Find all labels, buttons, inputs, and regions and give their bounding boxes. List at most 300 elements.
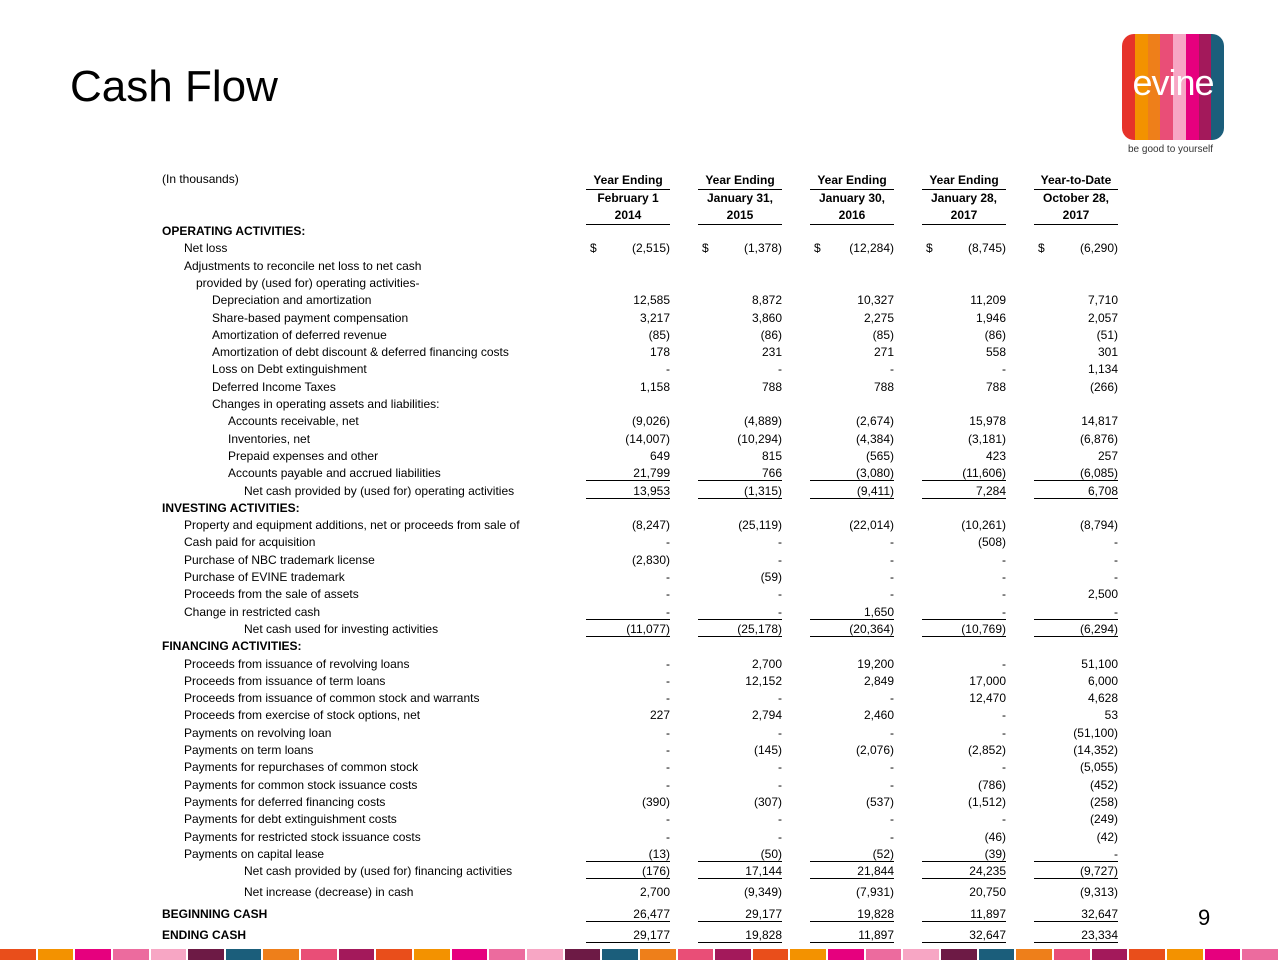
row-value-col-2: -: [890, 829, 894, 844]
stripe-segment: [678, 949, 714, 960]
row-label: Depreciation and amortization: [212, 293, 372, 308]
stripe-segment: [1054, 949, 1090, 960]
row-value-col-0: (9,026): [631, 414, 670, 429]
row-value-col-4: (266): [1089, 379, 1118, 394]
row-value-col-3: (10,769): [922, 622, 1006, 637]
row-value-col-2: 2,275: [863, 310, 894, 325]
row-value-col-4: 53: [1104, 708, 1118, 723]
row-value-col-0: (390): [641, 794, 670, 809]
logo-tagline: be good to yourself: [1128, 144, 1214, 155]
row-value-col-1: -: [778, 362, 782, 377]
row-value-col-1: (145): [753, 743, 782, 757]
stripe-segment: [866, 949, 902, 960]
dollar-sign: $: [1038, 241, 1045, 256]
dollar-sign: $: [926, 241, 933, 256]
column-header-line3: 2016: [810, 207, 894, 225]
evine-logo: [1122, 34, 1224, 140]
row-value-col-1: 19,828: [698, 928, 782, 943]
column-header-line3: 2017: [1034, 207, 1118, 225]
row-value-col-4: (51,100): [1073, 725, 1118, 740]
row-value-col-0: -: [666, 760, 670, 775]
column-header-line2: January 28,: [922, 189, 1006, 207]
stripe-segment: [1092, 949, 1128, 960]
stripe-segment: [0, 949, 36, 960]
row-label: Payments on revolving loan: [184, 725, 332, 740]
column-header-line1: Year-to-Date: [1040, 173, 1112, 187]
column-header-3: [922, 172, 1006, 225]
row-value-col-2: 19,828: [810, 907, 894, 922]
row-value-col-4: -: [1114, 535, 1118, 550]
row-label: Adjustments to reconcile net loss to net cash: [184, 258, 422, 273]
row-value-col-1: -: [698, 605, 782, 620]
row-value-col-0: (2,830): [631, 552, 670, 567]
row-value-col-4: 1,134: [1087, 362, 1118, 377]
row-label: Net cash used for investing activities: [244, 621, 439, 636]
column-header-2: [810, 172, 894, 225]
row-value-col-0: 227: [649, 708, 670, 723]
column-header-line3: 2014: [586, 207, 670, 225]
row-value-col-2: 1,650: [810, 605, 894, 620]
row-value-col-1: (50): [698, 847, 782, 862]
row-label: Net loss: [184, 241, 228, 256]
row-value-col-4: (14,352): [1073, 743, 1118, 757]
row-value-col-0: 649: [649, 448, 670, 463]
row-label: Share-based payment compensation: [212, 310, 409, 325]
row-value-col-0: -: [666, 587, 670, 602]
logo-wordmark: evine: [1132, 62, 1214, 103]
row-label: Proceeds from issuance of revolving loans: [184, 656, 410, 671]
stripe-segment: [527, 949, 563, 960]
row-label: Prepaid expenses and other: [228, 448, 379, 463]
stripe-segment: [489, 949, 525, 960]
row-label: Proceeds from issuance of term loans: [184, 673, 386, 688]
row-value-col-0: 29,177: [586, 928, 670, 943]
row-value-col-1: -: [778, 725, 782, 740]
row-value-col-1: (10,294): [737, 431, 782, 446]
dollar-sign: $: [702, 241, 709, 256]
stripe-segment: [226, 949, 262, 960]
table-row: [162, 864, 1122, 881]
row-value-col-0: (176): [586, 864, 670, 879]
row-value-col-0: -: [666, 570, 670, 584]
row-label: Payments for repurchases of common stock: [184, 760, 419, 775]
row-value-col-2: -: [890, 812, 894, 827]
row-value-col-4: (5,055): [1079, 760, 1118, 775]
row-value-col-2: 788: [873, 379, 894, 394]
row-label: Deferred Income Taxes: [212, 379, 336, 394]
row-value-col-1: -: [778, 777, 782, 792]
row-value-col-3: -: [922, 605, 1006, 620]
row-value-col-4: (9,313): [1079, 885, 1118, 900]
row-value-col-3: 1,946: [975, 310, 1006, 325]
row-value-col-2: 2,460: [863, 708, 894, 723]
row-value-col-4: 257: [1097, 448, 1118, 463]
row-value-col-4: 14,817: [1081, 414, 1118, 429]
table-row: [162, 830, 1122, 847]
row-value-col-2: 2,849: [863, 673, 894, 688]
row-value-col-3: -: [1002, 760, 1006, 775]
row-label: Net increase (decrease) in cash: [244, 885, 414, 900]
row-label: INVESTING ACTIVITIES:: [162, 500, 300, 515]
table-row: [162, 795, 1122, 812]
row-label: Payments on capital lease: [184, 846, 325, 861]
table-row: [162, 397, 1122, 414]
column-header-line2: February 1: [586, 189, 670, 207]
row-label: Payments for debt extinguishment costs: [184, 812, 397, 827]
table-row: [162, 605, 1122, 622]
row-label: Proceeds from the sale of assets: [184, 587, 359, 602]
table-row: [162, 674, 1122, 691]
row-value-col-0: -: [666, 829, 670, 844]
table-row: [162, 224, 1122, 241]
row-value-col-2: (565): [865, 448, 894, 463]
row-value-col-1: -: [778, 760, 782, 775]
row-value-col-1: -: [778, 552, 782, 567]
row-value-col-2: (52): [810, 847, 894, 862]
row-value-col-4: (42): [1096, 829, 1118, 844]
stripe-segment: [414, 949, 450, 960]
row-value-col-2: (7,931): [855, 885, 894, 900]
row-value-col-1: 2,700: [751, 656, 782, 671]
row-value-col-1: (25,119): [738, 518, 782, 533]
row-label: Payments on term loans: [184, 743, 314, 757]
row-label: Accounts payable and accrued liabilities: [228, 466, 441, 481]
row-label: Inventories, net: [228, 431, 311, 446]
row-value-col-1: (9,349): [743, 885, 782, 900]
row-value-col-2: (20,364): [810, 622, 894, 637]
stripe-segment: [188, 949, 224, 960]
row-value-col-0: -: [666, 725, 670, 740]
stripe-segment: [376, 949, 412, 960]
table-row: [162, 885, 1122, 902]
row-value-col-0: (8,247): [631, 518, 670, 533]
row-value-col-3: -: [1002, 812, 1006, 827]
row-value-col-4: 6,000: [1087, 673, 1118, 688]
row-value-col-2: -: [890, 777, 894, 792]
table-row: [162, 449, 1122, 466]
table-row: [162, 362, 1122, 379]
row-value-col-3: 558: [985, 345, 1006, 360]
row-value-col-0: -: [666, 535, 670, 550]
row-value-col-3: 17,000: [969, 673, 1006, 688]
row-value-col-3: 20,750: [969, 885, 1006, 900]
row-value-col-0: 26,477: [586, 907, 670, 922]
row-value-col-4: 6,708: [1034, 484, 1118, 499]
row-label: Purchase of NBC trademark license: [184, 552, 375, 567]
row-value-col-2: 19,200: [857, 656, 894, 671]
table-row: [162, 691, 1122, 708]
row-label: OPERATING ACTIVITIES:: [162, 224, 306, 238]
row-value-col-0: -: [666, 673, 670, 688]
row-value-col-3: (2,852): [967, 743, 1006, 757]
stripe-segment: [602, 949, 638, 960]
row-value-col-2: -: [890, 535, 894, 550]
row-value-col-0: 178: [649, 345, 670, 360]
column-header-line2: October 28,: [1034, 189, 1118, 207]
table-row: [162, 535, 1122, 552]
row-value-col-3: (39): [922, 847, 1006, 862]
row-value-col-0: 2,700: [639, 885, 670, 900]
stripe-segment: [1016, 949, 1052, 960]
row-value-col-4: -: [1114, 570, 1118, 584]
table-row: [162, 293, 1122, 310]
table-row: [162, 570, 1122, 587]
row-value-col-1: 17,144: [698, 864, 782, 879]
row-value-col-4: 2,500: [1087, 587, 1118, 602]
table-row: [162, 328, 1122, 345]
row-value-col-1: (307): [753, 794, 782, 809]
table-row: [162, 380, 1122, 397]
stripe-segment: [75, 949, 111, 960]
row-value-col-0: 12,585: [633, 293, 670, 308]
row-value-col-2: (85): [872, 327, 894, 342]
row-label: provided by (used for) operating activities-: [196, 275, 420, 290]
column-header-1: [698, 172, 782, 225]
row-value-col-2: -: [890, 725, 894, 740]
row-value-col-4: 51,100: [1081, 656, 1118, 671]
row-value-col-0: -: [666, 812, 670, 827]
stripe-segment: [1205, 949, 1241, 960]
row-value-col-0: -: [666, 362, 670, 377]
table-row: [162, 553, 1122, 570]
row-value-col-2: (3,080): [810, 466, 894, 481]
row-value-col-2: (2,076): [855, 743, 894, 757]
row-value-col-0: -: [666, 743, 670, 757]
row-label: Amortization of debt discount & deferred financing costs: [212, 345, 509, 360]
row-value-col-0: 13,953: [586, 484, 670, 499]
column-header-line2: January 31,: [698, 189, 782, 207]
row-label: Net cash provided by (used for) operating activities: [244, 483, 515, 498]
column-header-line1: Year Ending: [929, 173, 999, 187]
row-value-col-3: 15,978: [969, 414, 1006, 429]
table-row: [162, 708, 1122, 725]
row-label: Loss on Debt extinguishment: [212, 362, 367, 377]
row-value-col-0: 3,217: [639, 310, 670, 325]
row-value-col-4: -: [1034, 605, 1118, 620]
table-row: [162, 259, 1122, 276]
row-value-col-4: 7,710: [1087, 293, 1118, 308]
unit-label: (In thousands): [162, 172, 239, 186]
row-value-col-1: 815: [761, 448, 782, 463]
row-label: Accounts receivable, net: [228, 414, 359, 429]
row-value-col-1: -: [778, 535, 782, 550]
row-value-col-2: 10,327: [857, 293, 894, 308]
row-value-col-4: (258): [1089, 794, 1118, 809]
table-row: [162, 587, 1122, 604]
row-value-col-3: 24,235: [922, 864, 1006, 879]
row-value-col-2: 21,844: [810, 864, 894, 879]
row-value-col-4: (8,794): [1079, 518, 1118, 533]
row-value-col-3: -: [1002, 570, 1006, 584]
row-label: Net cash provided by (used for) financing activities: [244, 864, 513, 879]
row-value-col-1: (86): [760, 327, 782, 342]
row-value-col-4: (249): [1089, 812, 1118, 827]
stripe-segment: [113, 949, 149, 960]
row-value-col-1: 766: [698, 466, 782, 481]
table-row: [162, 928, 1122, 945]
row-value-col-2: (22,014): [849, 518, 894, 533]
table-row: [162, 622, 1122, 639]
row-value-col-1: (4,889): [743, 414, 782, 429]
row-value-col-4: (9,727): [1034, 864, 1118, 879]
column-header-line1: Year Ending: [593, 173, 663, 187]
row-value-col-1: -: [778, 812, 782, 827]
column-header-4: [1034, 172, 1118, 225]
row-value-col-3: -: [1002, 552, 1006, 567]
row-value-col-0: (2,515): [631, 241, 670, 256]
row-value-col-4: (6,290): [1079, 241, 1118, 256]
row-value-col-4: 23,334: [1034, 928, 1118, 943]
stripe-segment: [151, 949, 187, 960]
row-label: Change in restricted cash: [184, 604, 321, 619]
table-row: [162, 760, 1122, 777]
row-value-col-1: 2,794: [751, 708, 782, 723]
row-value-col-4: -: [1114, 552, 1118, 567]
row-label: Amortization of deferred revenue: [212, 327, 387, 342]
row-value-col-1: -: [778, 691, 782, 706]
column-header-line3: 2015: [698, 207, 782, 225]
row-value-col-2: -: [890, 760, 894, 775]
row-label: Cash paid for acquisition: [184, 535, 316, 550]
row-value-col-3: (8,745): [967, 241, 1006, 256]
row-value-col-3: -: [1002, 708, 1006, 723]
dollar-sign: $: [814, 241, 821, 256]
row-value-col-4: -: [1034, 847, 1118, 862]
stripe-segment: [1242, 949, 1278, 960]
stripe-segment: [753, 949, 789, 960]
row-value-col-1: 788: [761, 379, 782, 394]
row-value-col-2: (2,674): [855, 414, 894, 429]
row-value-col-4: 32,647: [1034, 907, 1118, 922]
row-label: Proceeds from issuance of common stock and warrants: [184, 691, 480, 706]
row-value-col-2: -: [890, 691, 894, 706]
row-value-col-3: -: [1002, 656, 1006, 671]
table-row: [162, 907, 1122, 924]
stripe-segment: [565, 949, 601, 960]
table-row: [162, 518, 1122, 535]
row-label: Payments for common stock issuance costs: [184, 777, 418, 792]
table-row: [162, 241, 1122, 258]
row-value-col-1: (1,315): [698, 484, 782, 499]
row-value-col-0: 21,799: [586, 466, 670, 481]
row-label: FINANCING ACTIVITIES:: [162, 639, 302, 654]
row-label: ENDING CASH: [162, 928, 247, 942]
row-value-col-3: (11,606): [922, 466, 1006, 481]
row-label: Purchase of EVINE trademark: [184, 570, 345, 584]
row-value-col-4: (6,294): [1034, 622, 1118, 637]
dollar-sign: $: [590, 241, 597, 256]
row-value-col-3: 32,647: [922, 928, 1006, 943]
stripe-segment: [263, 949, 299, 960]
table-row: [162, 432, 1122, 449]
row-value-col-1: 12,152: [745, 673, 782, 688]
stripe-segment: [979, 949, 1015, 960]
stripe-segment: [941, 949, 977, 960]
stripe-segment: [301, 949, 337, 960]
row-value-col-3: 11,897: [922, 907, 1006, 922]
row-value-col-2: (12,284): [849, 241, 894, 256]
table-row: [162, 466, 1122, 483]
table-row: [162, 501, 1122, 518]
row-value-col-4: 2,057: [1087, 310, 1118, 325]
row-value-col-0: -: [666, 656, 670, 671]
row-value-col-3: (3,181): [967, 431, 1006, 446]
row-value-col-4: 4,628: [1087, 691, 1118, 706]
bottom-color-stripe: [0, 949, 1280, 960]
row-value-col-3: (86): [984, 327, 1006, 342]
row-value-col-3: 7,284: [922, 484, 1006, 499]
table-row: [162, 311, 1122, 328]
page-number: 9: [1198, 905, 1211, 930]
row-value-col-4: 301: [1097, 345, 1118, 360]
table-row: [162, 657, 1122, 674]
stripe-segment: [339, 949, 375, 960]
table-row: [162, 639, 1122, 656]
row-value-col-3: -: [1002, 725, 1006, 740]
row-value-col-0: -: [666, 777, 670, 792]
stripe-segment: [640, 949, 676, 960]
column-header-0: [586, 172, 670, 225]
table-row: [162, 812, 1122, 829]
row-value-col-1: (59): [760, 570, 782, 584]
row-value-col-3: (10,261): [961, 518, 1006, 533]
stripe-segment: [828, 949, 864, 960]
stripe-segment: [790, 949, 826, 960]
table-row: [162, 743, 1122, 760]
row-value-col-1: 231: [761, 345, 782, 360]
table-row: [162, 484, 1122, 501]
table-row: [162, 847, 1122, 864]
row-value-col-0: (85): [648, 327, 670, 342]
row-value-col-4: (51): [1096, 327, 1118, 342]
row-value-col-2: (9,411): [810, 484, 894, 499]
table-row: [162, 726, 1122, 743]
stripe-segment: [38, 949, 74, 960]
row-value-col-2: 11,897: [810, 928, 894, 943]
row-value-col-2: 271: [873, 345, 894, 360]
table-row: [162, 414, 1122, 431]
row-value-col-2: (4,384): [855, 431, 894, 446]
row-value-col-4: (452): [1089, 777, 1118, 792]
row-value-col-3: 11,209: [970, 293, 1006, 308]
page-title: Cash Flow: [70, 62, 278, 111]
row-value-col-1: 3,860: [751, 310, 782, 325]
row-value-col-2: -: [890, 570, 894, 584]
row-label: Payments for restricted stock issuance costs: [184, 829, 421, 844]
row-value-col-2: -: [890, 362, 894, 377]
row-label: Changes in operating assets and liabilities:: [212, 397, 440, 411]
row-value-col-3: 788: [985, 379, 1006, 394]
row-value-col-3: (508): [977, 535, 1006, 550]
row-label: Proceeds from exercise of stock options, net: [184, 708, 421, 723]
row-value-col-0: -: [586, 605, 670, 620]
row-value-col-1: -: [778, 829, 782, 844]
row-value-col-3: -: [1002, 362, 1006, 377]
stripe-segment: [1129, 949, 1165, 960]
stripe-segment: [1167, 949, 1203, 960]
row-value-col-0: 1,158: [639, 379, 670, 394]
column-header-line3: 2017: [922, 207, 1006, 225]
row-value-col-1: -: [778, 587, 782, 602]
table-row: [162, 778, 1122, 795]
row-value-col-1: 29,177: [698, 907, 782, 922]
stripe-segment: [715, 949, 751, 960]
row-value-col-1: (25,178): [698, 622, 782, 637]
row-value-col-3: (786): [977, 777, 1006, 792]
stripe-segment: [452, 949, 488, 960]
row-value-col-1: (1,378): [743, 241, 782, 256]
row-value-col-0: (11,077): [586, 622, 670, 637]
